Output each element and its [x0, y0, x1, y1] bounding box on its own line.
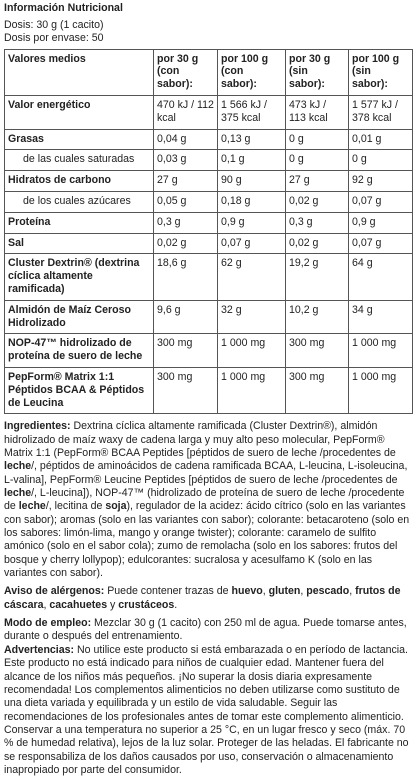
usage-paragraph: [4, 617, 413, 644]
table-header-cell: por 100 g (sin sabor):: [349, 49, 413, 95]
row-value: 300 mg: [286, 334, 349, 368]
bold-text: cacahuetes: [49, 598, 108, 611]
doses-per-pack: Dosis por envase: 50: [4, 32, 104, 45]
row-label: Sal: [5, 233, 154, 254]
row-value: 0,1 g: [218, 150, 286, 171]
row-label: de las cuales saturadas: [5, 150, 154, 171]
row-value: 0,9 g: [349, 212, 413, 233]
allergens-label: Aviso de alérgenos:: [4, 585, 105, 598]
warnings-paragraph: [4, 644, 413, 777]
row-label: Grasas: [5, 129, 154, 150]
table-row: [5, 212, 413, 233]
table-row: [5, 254, 413, 300]
text-fragment: ,: [349, 585, 356, 598]
table-row: [5, 95, 413, 129]
bold-text: soja: [105, 500, 127, 513]
table-row: [5, 233, 413, 254]
text-fragment: ), regulador de la acidez: ácido cítrico (solo en las variantes con sabor); aromas (solo en las variantes con sabor); colorante: betacaroteno (solo en los sabores: limón-lima, mango y orange twister); colorante: caramelo de sulfito amónico (solo en el sabor cola); zumo de remolacha (solo en los sabores: frutos del bosque y cherry lollypop); edulcorantes: sucralosa y acesulfamo K (solo en las variantes con sabor).: [4, 500, 410, 580]
ingredients-label: Ingredientes:: [4, 420, 71, 433]
row-label: Proteína: [5, 212, 154, 233]
allergens-paragraph: [4, 585, 413, 612]
text-fragment: ,: [43, 598, 50, 611]
row-value: 0,03 g: [154, 150, 218, 171]
table-row: [5, 129, 413, 150]
page-title: Información Nutricional: [4, 2, 123, 14]
row-value: 64 g: [349, 254, 413, 300]
row-value: 92 g: [349, 171, 413, 192]
dose-info: Dosis: 30 g (1 cacito): [4, 19, 104, 31]
bold-text: leche: [18, 500, 46, 513]
row-value: 0 g: [286, 150, 349, 171]
row-value: 10,2 g: [286, 300, 349, 334]
text-fragment: Dextrina cíclica altamente ramificada (Cluster Dextrin®), almidón hidrolizado de maíz waxy de cadena larga y muy alto peso molecular, PepForm® Matrix 1:1 (PepForm® BCAA Peptides [péptidos de suero de leche /procedentes de: [4, 420, 396, 460]
row-label: Cluster Dextrin® (dextrina cíclica altamente ramificada): [5, 254, 154, 300]
row-value: 1 000 mg: [218, 334, 286, 368]
row-value: 0,3 g: [286, 212, 349, 233]
table-row: [5, 171, 413, 192]
bold-text: gluten: [268, 585, 301, 598]
bold-text: leche: [4, 460, 32, 473]
row-value: 0,9 g: [218, 212, 286, 233]
text-fragment: .: [174, 598, 178, 611]
text-fragment: /, péptidos de aminoácidos de cadena ramificada BCAA, L-leucina, L-isoleucina, L-valina], PepForm® Leucine Peptides [péptidos de suero de leche /procedentes de: [4, 460, 408, 486]
row-value: 34 g: [349, 300, 413, 334]
table-header-cell: por 30 g (sin sabor):: [286, 49, 349, 95]
table-row: [5, 191, 413, 212]
row-value: 18,6 g: [154, 254, 218, 300]
text-fragment: ,: [262, 585, 269, 598]
text-fragment: Puede contener trazas de: [104, 585, 232, 598]
row-value: 0,01 g: [349, 129, 413, 150]
row-value: 1 000 mg: [349, 334, 413, 368]
table-row: [5, 300, 413, 334]
table-row: [5, 367, 413, 413]
row-value: 0,02 g: [286, 233, 349, 254]
row-value: 27 g: [154, 171, 218, 192]
row-value: 1 566 kJ / 375 kcal: [218, 95, 286, 129]
row-value: 0,05 g: [154, 191, 218, 212]
row-label: NOP-47™ hidrolizado de proteína de suero de leche: [5, 334, 154, 368]
row-value: 0,07 g: [349, 233, 413, 254]
row-value: 1 577 kJ / 378 kcal: [349, 95, 413, 129]
table-header-cell: por 30 g (con sabor):: [154, 49, 218, 95]
row-value: 0,3 g: [154, 212, 218, 233]
bold-text: leche: [4, 487, 32, 500]
row-value: 0,07 g: [218, 233, 286, 254]
text-fragment: /, L-leucina]), NOP-47™ (hidrolizado de proteína de suero de leche /procedente de: [4, 487, 405, 513]
row-value: 62 g: [218, 254, 286, 300]
row-value: 300 mg: [286, 367, 349, 413]
bold-text: huevo: [231, 585, 263, 598]
row-value: 0,18 g: [218, 191, 286, 212]
row-value: 473 kJ / 113 kcal: [286, 95, 349, 129]
row-value: 32 g: [218, 300, 286, 334]
row-value: 0,02 g: [154, 233, 218, 254]
text-fragment: ,: [300, 585, 307, 598]
row-value: 19,2 g: [286, 254, 349, 300]
usage-label: Modo de empleo:: [4, 617, 92, 630]
bold-text: frutos de cáscara: [4, 585, 401, 611]
row-value: 27 g: [286, 171, 349, 192]
row-label: de los cuales azúcares: [5, 191, 154, 212]
text-fragment: y: [107, 598, 119, 611]
row-value: 0,02 g: [286, 191, 349, 212]
warnings-label: Advertencias:: [4, 643, 75, 656]
table-header-row: [5, 49, 413, 95]
row-value: 90 g: [218, 171, 286, 192]
row-value: 300 mg: [154, 367, 218, 413]
table-row: [5, 150, 413, 171]
row-value: 0 g: [349, 150, 413, 171]
row-value: 0,13 g: [218, 129, 286, 150]
row-value: 300 mg: [154, 334, 218, 368]
nutrition-table: [4, 49, 413, 415]
text-fragment: /, lecitina de: [45, 500, 106, 513]
row-value: 1 000 mg: [218, 367, 286, 413]
row-value: 0 g: [286, 129, 349, 150]
row-label: Valor energético: [5, 95, 154, 129]
row-value: 1 000 mg: [349, 367, 413, 413]
row-value: 0,07 g: [349, 191, 413, 212]
ingredients-paragraph: [4, 420, 413, 580]
warnings-text: No utilice este producto si está embarazada o en período de lactancia. Este producto no está indicado para niños de cualquier edad. Mantener fuera del alcance de los niños más pequeños. ¡No superar la dosis diaria expresamente recomendada! Los complementos alimenticios no deben utilizarse como sustituto de una dieta variada y equilibrada y un estilo de vida saludable. Seguir las recomendaciones de los profesionales antes de tomar este complemento alimenticio. Conservar a una temperatura no superior a 25 °C, en un lugar fresco y seco (máx. 70 % de humedad relativa), lejos de la luz solar. Proteger de las heladas. El fabricante no se responsabiliza de los daños causados por uso, conservación o almacenamiento inapropiado por parte del consumidor.: [4, 643, 409, 776]
table-row: [5, 334, 413, 368]
row-value: 0,04 g: [154, 129, 218, 150]
row-label: Hidratos de carbono: [5, 171, 154, 192]
row-label: Almidón de Maíz Ceroso Hidrolizado: [5, 300, 154, 334]
usage-text: Mezclar 30 g (1 cacito) con 250 ml de agua. Puede tomarse antes, durante o después del entrenamiento.: [4, 617, 407, 643]
table-header-cell: Valores medios: [5, 49, 154, 95]
table-header-cell: por 100 g (con sabor):: [218, 49, 286, 95]
bold-text: pescado: [306, 585, 350, 598]
row-value: 470 kJ / 112 kcal: [154, 95, 218, 129]
bold-text: crustáceos: [118, 598, 175, 611]
row-value: 9,6 g: [154, 300, 218, 334]
row-label: PepForm® Matrix 1:1 Péptidos BCAA & Péptidos de Leucina: [5, 367, 154, 413]
